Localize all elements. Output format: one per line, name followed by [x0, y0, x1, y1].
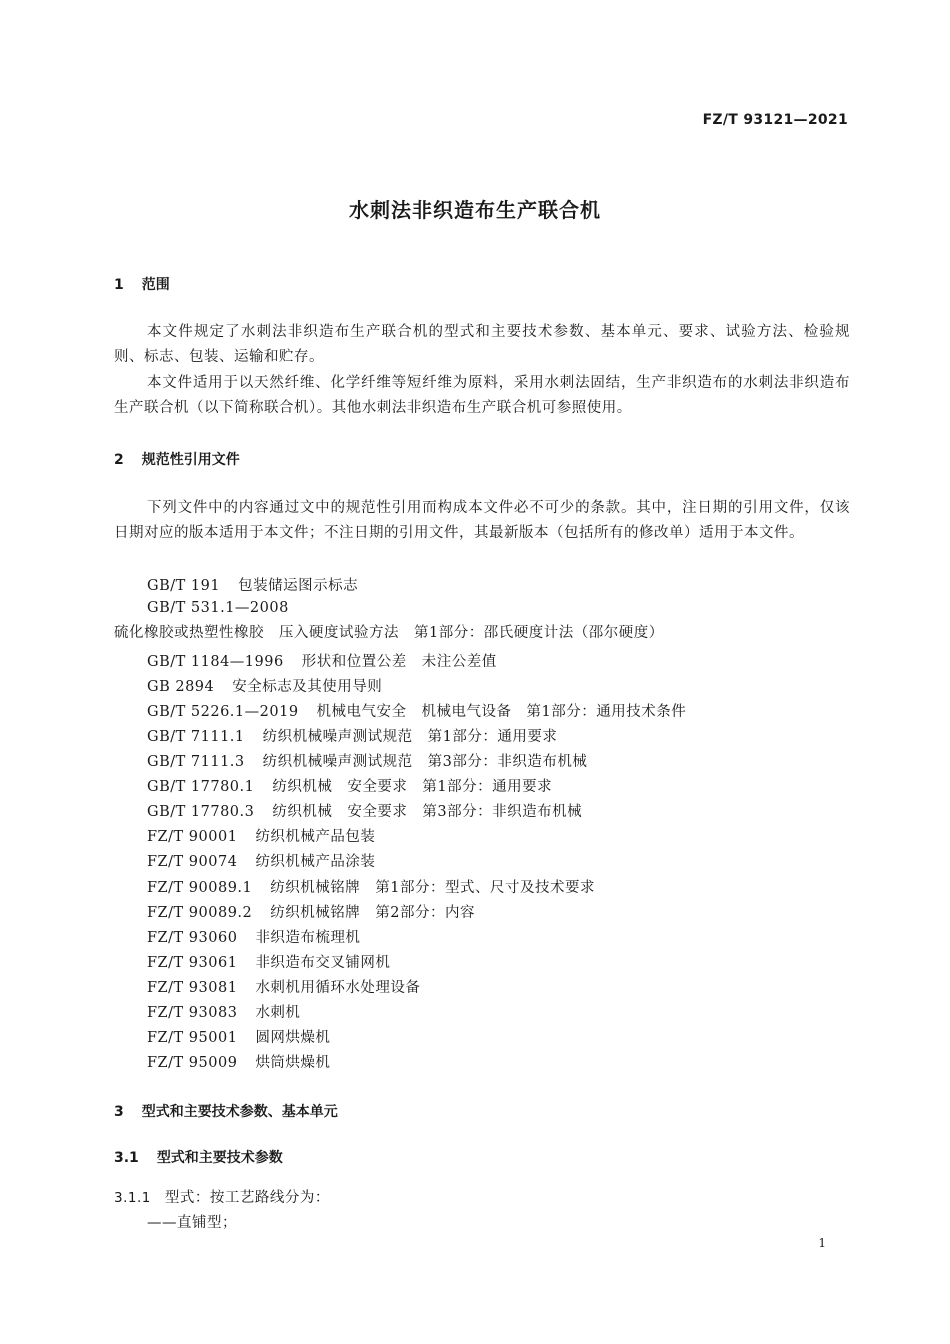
reference-item: FZ/T 93060 非织造布梳理机: [147, 930, 361, 946]
reference-item: FZ/T 93061 非织造布交叉铺网机: [147, 955, 391, 971]
reference-item: GB/T 7111.3 纺织机械噪声测试规范 第3部分：非织造布机械: [147, 754, 588, 770]
reference-item: FZ/T 90089.2 纺织机械铭牌 第2部分：内容: [147, 905, 475, 921]
reference-item: GB/T 531.1—2008硫化橡胶或热塑性橡胶 压入硬度试验方法 第1部分：邵氏硬度计法（邵尔硬度）: [114, 600, 664, 641]
reference-item: FZ/T 90074 纺织机械产品涂装: [147, 854, 376, 870]
reference-item: GB/T 7111.1 纺织机械噪声测试规范 第1部分：通用要求: [147, 729, 558, 745]
section-number: 2: [114, 452, 124, 468]
reference-item: FZ/T 95009 烘筒烘燥机: [147, 1055, 331, 1071]
reference-item: GB/T 191 包装储运图示标志: [147, 578, 359, 594]
reference-item: FZ/T 93083 水刺机: [147, 1005, 301, 1021]
section-2-paragraph: 下列文件中的内容通过文中的规范性引用而构成本文件必不可少的条款。其中，注日期的引用文件，仅该日期对应的版本适用于本文件；不注日期的引用文件，其最新版本（包括所有的修改单）适用于本文件。: [114, 500, 850, 541]
section-1-paragraph-1: 本文件规定了水刺法非织造布生产联合机的型式和主要技术参数、基本单元、要求、试验方法、检验规则、标志、包装、运输和贮存。: [114, 324, 850, 365]
reference-item: GB/T 17780.3 纺织机械 安全要求 第3部分：非织造布机械: [147, 804, 583, 820]
subsection-3-1-heading: [114, 1147, 283, 1167]
section-1-paragraph-2: 本文件适用于以天然纤维、化学纤维等短纤维为原料，采用水刺法固结，生产非织造布的水刺法非织造布生产联合机（以下简称联合机）。其他水刺法非织造布生产联合机可参照使用。: [114, 375, 850, 416]
reference-item: FZ/T 90001 纺织机械产品包装: [147, 829, 376, 845]
section-title: 范围: [141, 277, 170, 293]
reference-item: FZ/T 93081 水刺机用循环水处理设备: [147, 980, 421, 996]
standard-number: FZ/T 93121—2021: [702, 112, 848, 128]
clause-number: 3.1.1: [114, 1190, 151, 1206]
section-title: 型式和主要技术参数: [156, 1150, 283, 1166]
section-3-heading: [114, 1101, 338, 1121]
reference-item: GB/T 1184—1996 形状和位置公差 未注公差值: [147, 654, 497, 670]
section-title: 规范性引用文件: [141, 452, 240, 468]
section-number: 3.1: [114, 1150, 139, 1166]
clause-text: 型式：按工艺路线分为：: [164, 1190, 330, 1206]
section-number: 1: [114, 277, 124, 293]
page-number: 1: [818, 1236, 826, 1250]
reference-item: GB 2894 安全标志及其使用导则: [147, 679, 383, 695]
section-1-heading: [114, 274, 170, 294]
dash-list-item: ——直铺型；: [147, 1215, 237, 1231]
document-title: 水刺法非织造布生产联合机: [349, 198, 601, 222]
reference-item: GB/T 5226.1—2019 机械电气安全 机械电气设备 第1部分：通用技术条件: [147, 704, 687, 720]
reference-item: FZ/T 90089.1 纺织机械铭牌 第1部分：型式、尺寸及技术要求: [147, 880, 595, 896]
section-title: 型式和主要技术参数、基本单元: [141, 1104, 338, 1120]
section-number: 3: [114, 1104, 124, 1120]
clause-3-1-1: [114, 1186, 330, 1207]
section-2-heading: [114, 449, 240, 469]
reference-item: GB/T 17780.1 纺织机械 安全要求 第1部分：通用要求: [147, 779, 553, 795]
reference-item: FZ/T 95001 圆网烘燥机: [147, 1030, 331, 1046]
